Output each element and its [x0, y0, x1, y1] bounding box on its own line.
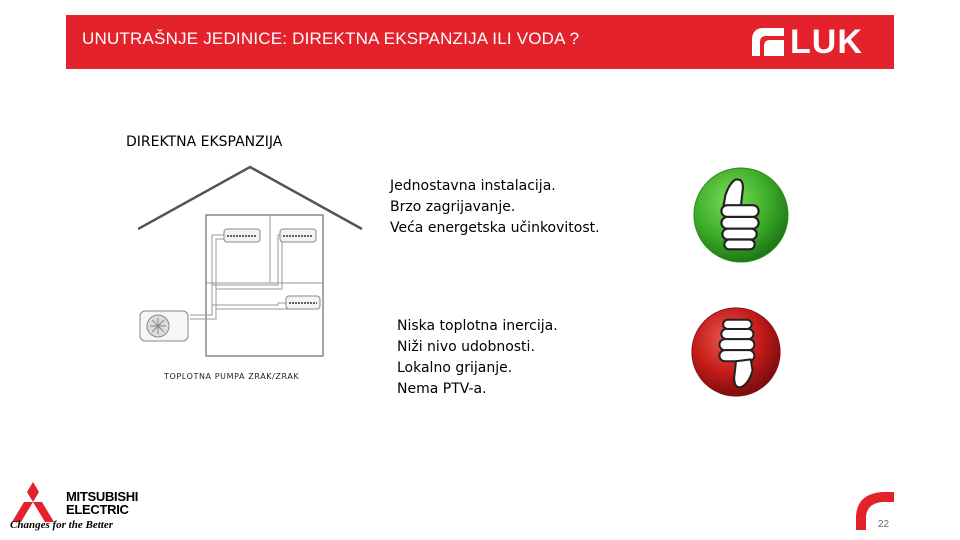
list-item: Veća energetska učinkovitost. [390, 220, 600, 236]
house-diagram [138, 165, 363, 365]
list-item: Nema PTV-a. [397, 381, 487, 397]
thumbs-up-icon [692, 166, 790, 264]
list-item: Niži nivo udobnosti. [397, 339, 535, 355]
header-bar [66, 15, 894, 69]
slide-title: UNUTRAŠNJE JEDINICE: DIREKTNA EKSPANZIJA ILI VODA ? [82, 29, 580, 48]
list-item: Jednostavna instalacija. [390, 178, 556, 194]
brand-slogan: Changes for the Better [10, 519, 113, 531]
mitsubishi-electric-logo [8, 478, 170, 534]
pros-list [390, 176, 600, 239]
luk-logo-text: LUK [790, 23, 863, 61]
indoor-unit-2 [280, 229, 316, 242]
list-item: Lokalno grijanje. [397, 360, 513, 376]
brand-name: MITSUBISHI ELECTRIC [66, 489, 139, 517]
indoor-unit-3 [286, 296, 320, 309]
list-item: Niska toplotna inercija. [397, 318, 558, 334]
page-number: 22 [878, 519, 890, 530]
outdoor-unit [140, 311, 188, 341]
thumbs-down-icon [690, 306, 782, 398]
diagram-caption: TOPLOTNA PUMPA ZRAK/ZRAK [164, 372, 300, 381]
section-title: DIREKTNA EKSPANZIJA [126, 134, 283, 150]
mitsubishi-diamonds-icon [8, 480, 58, 524]
luk-mark-icon [750, 26, 786, 58]
house-roof [138, 167, 362, 229]
corner-arc-icon [852, 488, 896, 532]
cons-list [397, 316, 558, 400]
indoor-unit-1 [224, 229, 260, 242]
luk-logo [750, 24, 884, 60]
list-item: Brzo zagrijavanje. [390, 199, 516, 215]
